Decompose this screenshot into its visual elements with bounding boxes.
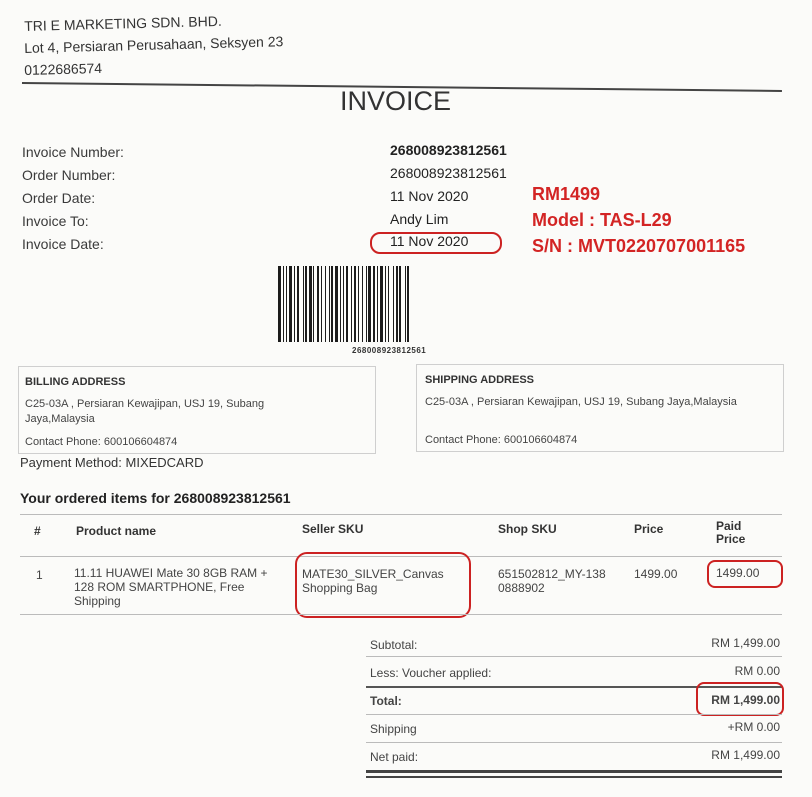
barcode-bar (368, 266, 371, 342)
invoice-number-value: 268008923812561 (390, 142, 507, 158)
total-rule (366, 714, 782, 715)
row-paid-price: 1499.00 (716, 566, 760, 580)
row-price: 1499.00 (634, 567, 678, 581)
net-paid-rule (366, 770, 782, 773)
barcode-bar (305, 266, 307, 342)
seller-sku-highlight (295, 552, 471, 618)
paid-price-highlight (707, 560, 783, 588)
net-paid-label: Net paid: (370, 750, 419, 764)
invoice-to-value: Andy Lim (390, 211, 449, 227)
barcode-bar (278, 266, 281, 342)
barcode-bar (335, 266, 338, 342)
billing-address-text: C25-03A , Persiaran Kewajipan, USJ 19, Subang Jaya,Malaysia (25, 398, 265, 425)
shipping-rule (366, 742, 782, 743)
col-header-seller-sku: Seller SKU (302, 522, 364, 536)
col-header-num: # (34, 524, 41, 538)
row-seller-sku: MATE30_SILVER_Canvas Shopping Bag (302, 567, 444, 595)
barcode-bar (351, 266, 352, 342)
barcode-bar (343, 266, 344, 342)
barcode-bar (354, 266, 356, 342)
billing-address-box (18, 366, 376, 454)
barcode-bar (329, 266, 330, 342)
table-top-rule (20, 514, 782, 515)
barcode-bar (399, 266, 401, 342)
barcode-bar (393, 266, 394, 342)
shipping-address-box (416, 364, 784, 452)
barcode-bar (309, 266, 312, 342)
shipping-label: Shipping (370, 722, 417, 736)
barcode-bar (366, 266, 367, 342)
subtotal-value: RM 1,499.00 (711, 636, 780, 650)
billing-address-title: BILLING ADDRESS (25, 376, 126, 388)
col-header-product: Product name (76, 524, 157, 538)
company-address: Lot 4, Persiaran Perusahaan, Seksyen 23 (24, 33, 284, 56)
barcode-bar (303, 266, 304, 342)
subtotal-rule (366, 656, 782, 657)
barcode-bar (331, 266, 333, 342)
col-header-shop-sku: Shop SKU (498, 522, 557, 536)
company-phone: 0122686574 (24, 59, 103, 78)
barcode-bar (396, 266, 398, 342)
items-title: Your ordered items for 268008923812561 (20, 490, 291, 506)
barcode-bar (297, 266, 299, 342)
barcode-bar (407, 266, 409, 342)
barcode-bar (377, 266, 378, 342)
row-shop-sku: 651502812_MY-1380888902 (498, 567, 606, 595)
net-paid-rule-2 (366, 776, 782, 778)
barcode-bar (373, 266, 375, 342)
voucher-label: Less: Voucher applied: (370, 666, 492, 680)
barcode (278, 266, 518, 342)
invoice-number-label: Invoice Number: (22, 144, 124, 160)
barcode-bar (385, 266, 386, 342)
billing-contact: Contact Phone: 600106604874 (25, 436, 178, 448)
order-date-label: Order Date: (22, 190, 96, 206)
barcode-bar (313, 266, 314, 342)
voucher-value: RM 0.00 (734, 664, 780, 678)
invoice-title: INVOICE (340, 86, 452, 116)
payment-method: Payment Method: MIXEDCARD (20, 455, 204, 470)
invoice-date-value: 11 Nov 2020 (390, 233, 469, 249)
barcode-bar (340, 266, 341, 342)
barcode-bar (346, 266, 348, 342)
barcode-bar (380, 266, 383, 342)
total-label: Total: (370, 694, 402, 708)
invoice-date-highlight (370, 232, 502, 254)
net-paid-value: RM 1,499.00 (711, 748, 780, 762)
barcode-bar (358, 266, 359, 342)
total-highlight (696, 682, 784, 716)
subtotal-label: Subtotal: (370, 638, 418, 652)
row-num: 1 (36, 568, 43, 582)
order-number-label: Order Number: (22, 167, 116, 183)
barcode-bar (325, 266, 326, 342)
order-date-value: 11 Nov 2020 (390, 188, 469, 204)
row-product: 11.11 HUAWEI Mate 30 8GB RAM + 128 ROM SMARTPHONE, Free Shipping (74, 566, 268, 608)
barcode-bar (294, 266, 295, 342)
annotation-model: Model : TAS-L29 (532, 210, 672, 230)
barcode-bar (388, 266, 389, 342)
barcode-bar (283, 266, 284, 342)
total-value: RM 1,499.00 (711, 693, 780, 707)
company-name: TRI E MARKETING SDN. BHD. (24, 12, 222, 34)
shipping-address-title: SHIPPING ADDRESS (425, 374, 535, 386)
col-header-price: Price (634, 522, 664, 536)
barcode-bar (405, 266, 406, 342)
barcode-bar (362, 266, 363, 342)
invoice-to-label: Invoice To: (22, 213, 89, 229)
barcode-bar (321, 266, 322, 342)
shipping-address-text: C25-03A , Persiaran Kewajipan, USJ 19, Subang Jaya,Malaysia (425, 396, 737, 408)
col-header-paid-price: Paid Price (716, 519, 746, 546)
shipping-contact: Contact Phone: 600106604874 (425, 434, 578, 446)
order-number-value: 268008923812561 (390, 165, 507, 181)
barcode-bar (286, 266, 287, 342)
annotation-serial: S/N : MVT0220707001165 (532, 236, 746, 256)
barcode-bar (317, 266, 319, 342)
barcode-number: 268008923812561 (352, 346, 427, 355)
shipping-value: +RM 0.00 (727, 720, 780, 734)
table-bottom-rule (20, 614, 782, 615)
barcode-bar (289, 266, 292, 342)
invoice-date-label: Invoice Date: (22, 236, 104, 252)
annotation-price: RM1499 (532, 184, 601, 204)
